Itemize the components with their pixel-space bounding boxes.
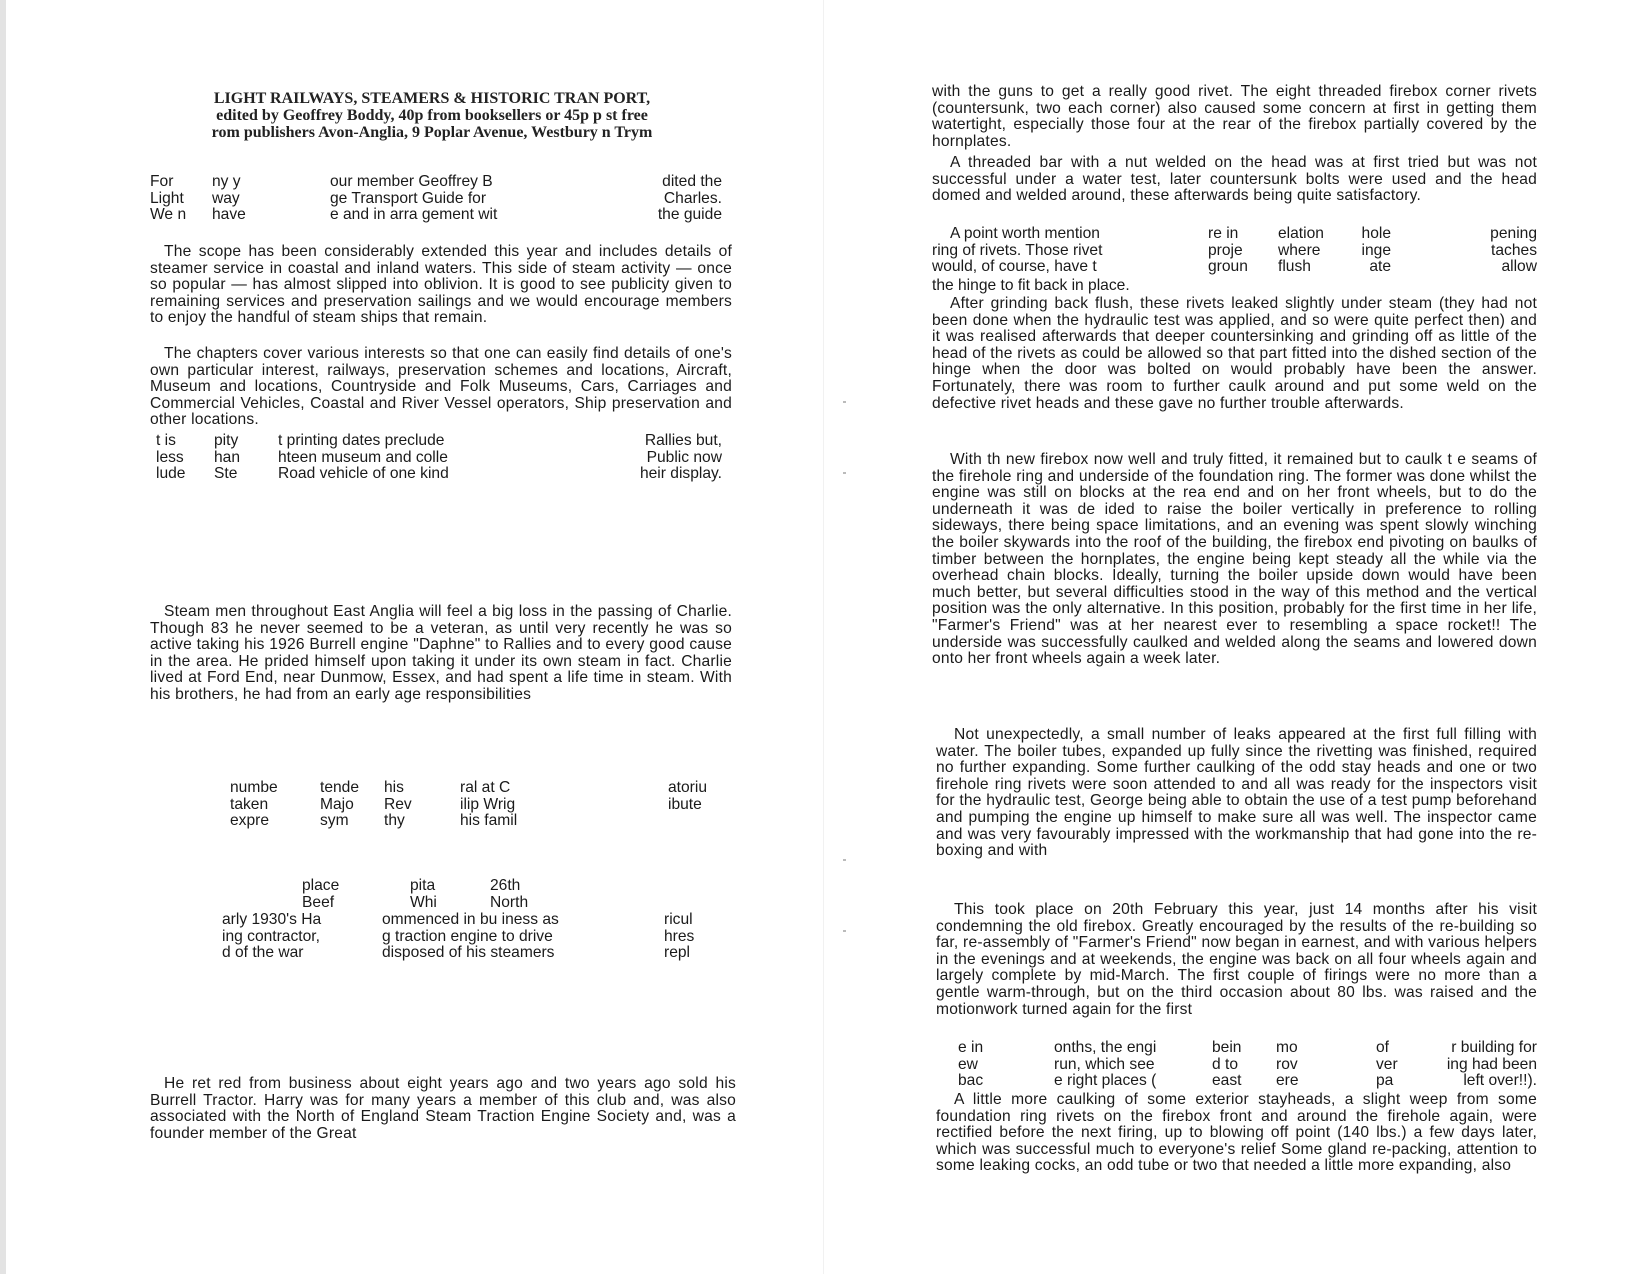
frag-f-col4: hole inge ate [1361, 225, 1391, 276]
frag-d-col3: 26th North [490, 877, 529, 911]
frag-g-col6: r building for ing had been left over!!). [1446, 1039, 1537, 1090]
frag-b-col2: pity han Ste [214, 432, 241, 483]
paragraph-scope: The scope has been considerably extended this year and includes details of steamer service in coastal and inland waters. This side of steam activity — once so popular — has almost slipped into oblivion. It is good to see publicity given to remaining services and preservation sailings and we would encourage members to enjoy the handful of steam ships that remain. [150, 243, 732, 327]
frag-a-col2: ny y way have [212, 173, 246, 224]
frag-e-col2: ommenced in bu iness as g traction engine to drive disposed of his steamers [382, 911, 559, 962]
paragraph-guns: with the guns to get a really good rivet. The eight threaded firebox corner rivets (countersunk, two each corner) also caused some concern at first in getting them watertight, especially those four at the rear of the firebox partially covered by the hornplates. [932, 83, 1537, 150]
page-gutter [823, 0, 824, 1274]
scan-speck [843, 401, 846, 403]
frag-c-col1: numbe taken expre [230, 779, 278, 830]
frag-c-col4: ral at C ilip Wrig his famil [460, 779, 518, 830]
paragraph-new-firebox: With th new firebox now well and truly fitted, it remained but to caulk t e seams of the firehole ring and underside of the foundation ring. The former was done whilst the engine was still on blocks at the rea end and on her front wheels, but to do the underneath it was de ided to raise the boiler vertically in preference to rolling sideways, there being space limitations, and an evening was spent slowly winching the boiler skywards into the roof of the building, the firebox end pivoting on baulks of timber between the hornplates, the engine being kept steady all the while via the overhead chain blocks. Ideally, turning the boiler upside down would have been much better, but several difficulties stood in the way of this method and the vertical position was the only alternative. In this position, probably for the first time in her life, "Farmer's Friend" was at her nearest ever to resembling a space rocket!! The underside was successfully caulked and welded along the seams and lowered down onto her front wheels again a week later. [932, 451, 1537, 668]
frag-b-col4: Rallies but, Public now heir display. [639, 432, 722, 483]
paragraph-grinding: After grinding back flush, these rivets leaked slightly under steam (they had not been done when the hydraulic test was applied, and so were quite perfect then) and it was realised afterwards that deeper countersinking and grinding off as little of the head of the rivets as could be allowed so that part fitted into the dished section of the hinge when the door was bolted on would probably have been the answer. Fortunately, there was room to further caulk around and put some weld on the defective rivet heads and these gave no further trouble afterwards. [932, 295, 1537, 412]
frag-d-col1: place Beef [302, 877, 340, 911]
frag-f-col1: A point worth mention ring of rivets. Those rivet would, of course, have t [932, 225, 1103, 276]
frag-c-col5: atoriu ibute [668, 779, 708, 813]
frag-a-col4: dited the Charles. the guide [657, 173, 722, 224]
paragraph-threaded-bar: A threaded bar with a nut welded on the head was at first tried but was not successful under a water test, later countersunk bolts were used and the head domed and welded around, these afterwards being quite satisfactory. [932, 154, 1537, 205]
frag-f-col3: elation where flush [1278, 225, 1324, 276]
frag-c-col3: his Rev thy [384, 779, 412, 830]
frag-g-col2: onths, the engi run, which see e right places ( [1054, 1039, 1157, 1090]
frag-e-col3: ricul hres repl [664, 911, 695, 962]
paragraph-leaks: Not unexpectedly, a small number of leaks appeared at the first full filling with water. The boiler tubes, expanded up fully since the rivetting was finished, required no further expanding. Some further caulking of the odd stay heads and one or two firehole ring rivets were soon attended to and all was ready for the inspectors visit for the hydraulic test, George being able to obtain the use of a test pump beforehand and pumping the engine up himself to make sure all was well. The inspector came and was very favourably impressed with the workmanship that had gone into the re-boxing and with [936, 726, 1537, 860]
frag-d-col2: pita Whi [410, 877, 437, 911]
frag-c-col2: tende Majo sym [320, 779, 360, 830]
frag-b-col3: t printing dates preclude hteen museum and colle Road vehicle of one kind [278, 432, 449, 483]
frag-g-col3: bein d to east [1212, 1039, 1242, 1090]
paragraph-retired: He ret red from business about eight years ago and two years ago sold his Burrell Tractor. Harry was for many years a member of this club and, was also associated with the North of England Steam Traction Engine Society and, was a founder member of the Great [150, 1075, 736, 1142]
frag-g-col5: of ver pa [1376, 1039, 1398, 1090]
paragraph-february: This took place on 20th February this year, just 14 months after his visit condemning the old firebox. Greatly encouraged by the results of the re-building so far, re-assembly of "Farmer's Friend" now began in earnest, and with various helpers in the evenings and at weekends, the engine was back on all four wheels again and largely complete by mid-March. The first couple of firings were no more than a gentle warm-through, but on the third occasion about 80 lbs. was raised and the motionwork turned again for the first [936, 901, 1537, 1018]
frag-g-col1: e in ew bac [958, 1039, 984, 1090]
frag-a-col3: our member Geoffrey B ge Transport Guide for e and in arra gement wit [330, 173, 498, 224]
book-review-heading: LIGHT RAILWAYS, STEAMERS & HISTORIC TRAN PORT, edited by Geoffrey Boddy, 40p from booksellers or 45p p st free rom publishers Avon-Anglia, 9 Poplar Avenue, Westbury n Trym [211, 90, 653, 141]
frag-a-col1: For Light We n [150, 173, 187, 224]
scan-left-edge [0, 0, 6, 1274]
paragraph-caulking: A little more caulking of some exterior stayheads, a slight weep from some foundation ring rivets on the firebox front and around the firehole again, were rectified before the next firing, up to blowing off point (140 lbs.) a few days later, which was successful much to everyone's relief Some gland re-packing, attention to some leaking cocks, an odd tube or two that needed a little more expanding, also [936, 1091, 1537, 1175]
frag-g-col4: mo rov ere [1276, 1039, 1299, 1090]
scan-speck [843, 930, 846, 932]
frag-b-col1: t is less lude [156, 432, 186, 483]
line-hinge: the hinge to fit back in place. [932, 277, 1130, 294]
frag-f-col2: re in proje groun [1208, 225, 1248, 276]
frag-e-col1: arly 1930's Ha ing contractor, d of the war [222, 911, 322, 962]
scan-speck [843, 859, 846, 861]
paragraph-steam-men: Steam men throughout East Anglia will feel a big loss in the passing of Charlie. Though 83 he never seemed to be a veteran, as until very recently he was so active taking his 1926 Burrell engine "Daphne" to Rallies and to every good cause in the area. He prided himself upon taking it under its own steam in fact. Charlie lived at Ford End, near Dunmow, Essex, and had spent a life time in steam. With his brothers, he had from an early age responsibilities [150, 603, 732, 703]
frag-f-col5: pening taches allow [1490, 225, 1537, 276]
paragraph-chapters: The chapters cover various interests so that one can easily find details of one's own particular interest, railways, preservation schemes and locations, Aircraft, Museum and locations, Countryside and Folk Museums, Cars, Carriages and Commercial Vehicles, Coastal and River Vessel operators, Ship preservation and other locations. [150, 345, 732, 429]
scan-speck [843, 472, 846, 474]
